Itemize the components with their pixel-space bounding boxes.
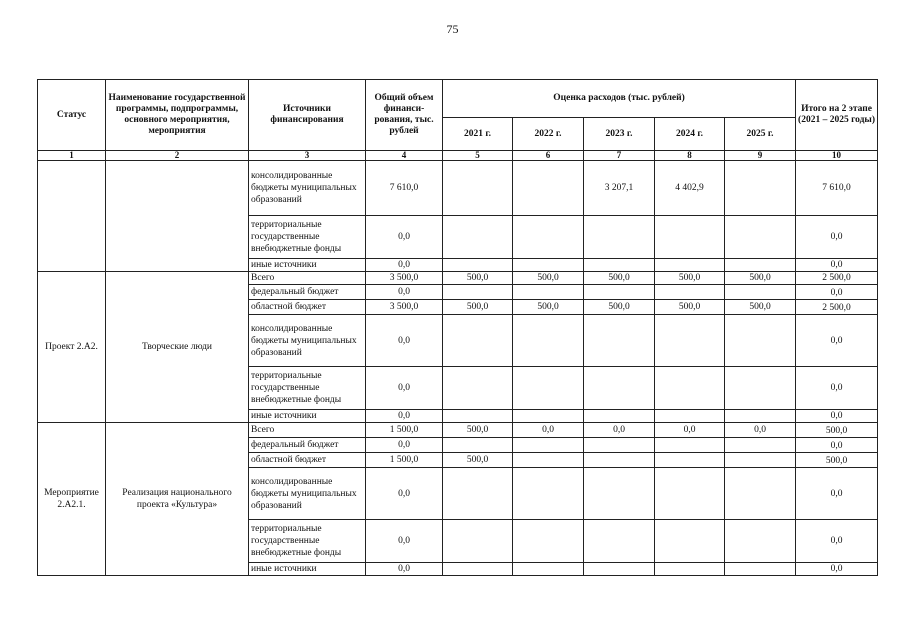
total-cell: 0,0	[366, 367, 443, 410]
year-value-cell	[655, 438, 725, 453]
year-value-cell	[584, 453, 655, 468]
year-value-cell	[443, 259, 513, 272]
page-number: 75	[446, 22, 459, 36]
year-value-cell	[584, 285, 655, 300]
itogo-cell: 2 500,0	[796, 300, 878, 315]
year-value-cell: 500,0	[655, 272, 725, 285]
year-value-cell	[655, 410, 725, 423]
year-value-cell: 0,0	[513, 423, 584, 438]
source-cell: областной бюджет	[249, 300, 366, 315]
year-value-cell	[725, 520, 796, 563]
year-value-cell: 500,0	[513, 272, 584, 285]
header-year: 2022 г.	[513, 118, 584, 151]
table-row	[38, 272, 878, 285]
status-cell: Проект 2.А2.	[38, 272, 106, 423]
itogo-cell: 7 610,0	[796, 161, 878, 216]
column-number: 5	[443, 151, 513, 161]
year-value-cell	[725, 468, 796, 520]
year-value-cell	[513, 315, 584, 367]
header-itogo: Итого на 2 этапе (2021 – 2025 годы)	[796, 80, 878, 151]
year-value-cell	[443, 520, 513, 563]
year-value-cell: 500,0	[443, 300, 513, 315]
column-number: 4	[366, 151, 443, 161]
year-value-cell	[443, 285, 513, 300]
year-value-cell: 500,0	[584, 272, 655, 285]
year-value-cell	[584, 216, 655, 259]
status-cell	[38, 161, 106, 272]
year-value-cell	[513, 367, 584, 410]
year-value-cell: 500,0	[655, 300, 725, 315]
source-cell: иные источники	[249, 410, 366, 423]
header-sources: Источники финансирования	[249, 80, 366, 151]
year-value-cell: 0,0	[725, 423, 796, 438]
year-value-cell	[513, 410, 584, 423]
total-cell: 0,0	[366, 285, 443, 300]
source-cell: областной бюджет	[249, 453, 366, 468]
year-value-cell	[513, 520, 584, 563]
header-year: 2024 г.	[655, 118, 725, 151]
source-cell: Всего	[249, 272, 366, 285]
year-value-cell: 0,0	[655, 423, 725, 438]
column-number: 9	[725, 151, 796, 161]
year-value-cell: 500,0	[513, 300, 584, 315]
year-value-cell: 0,0	[584, 423, 655, 438]
year-value-cell	[443, 468, 513, 520]
total-cell: 1 500,0	[366, 423, 443, 438]
source-cell: консолидированные бюджеты муниципальных образований	[249, 161, 366, 216]
total-cell: 0,0	[366, 259, 443, 272]
header-status: Статус	[38, 80, 106, 151]
year-value-cell	[513, 563, 584, 576]
source-cell: иные источники	[249, 259, 366, 272]
itogo-cell: 0,0	[796, 468, 878, 520]
total-cell: 0,0	[366, 468, 443, 520]
year-value-cell	[513, 285, 584, 300]
total-cell: 0,0	[366, 315, 443, 367]
year-value-cell	[725, 161, 796, 216]
column-number: 2	[106, 151, 249, 161]
year-value-cell	[655, 259, 725, 272]
year-value-cell	[725, 367, 796, 410]
year-value-cell	[584, 259, 655, 272]
year-value-cell	[513, 453, 584, 468]
year-value-cell	[443, 563, 513, 576]
year-value-cell	[513, 259, 584, 272]
year-value-cell	[584, 367, 655, 410]
total-cell: 0,0	[366, 563, 443, 576]
column-number: 8	[655, 151, 725, 161]
year-value-cell	[584, 315, 655, 367]
source-cell: Всего	[249, 423, 366, 438]
year-value-cell	[443, 161, 513, 216]
year-value-cell: 500,0	[443, 423, 513, 438]
table-row	[38, 423, 878, 438]
itogo-cell: 500,0	[796, 453, 878, 468]
source-cell: федеральный бюджет	[249, 285, 366, 300]
year-value-cell	[655, 563, 725, 576]
year-value-cell	[655, 367, 725, 410]
total-cell: 0,0	[366, 216, 443, 259]
itogo-cell: 0,0	[796, 367, 878, 410]
column-number: 7	[584, 151, 655, 161]
itogo-cell: 0,0	[796, 216, 878, 259]
budget-table	[37, 79, 878, 576]
header-year: 2021 г.	[443, 118, 513, 151]
year-value-cell	[725, 410, 796, 423]
year-value-cell	[584, 468, 655, 520]
itogo-cell: 0,0	[796, 410, 878, 423]
itogo-cell: 2 500,0	[796, 272, 878, 285]
year-value-cell	[443, 367, 513, 410]
itogo-cell: 0,0	[796, 285, 878, 300]
year-value-cell	[725, 216, 796, 259]
year-value-cell	[443, 438, 513, 453]
year-value-cell	[513, 216, 584, 259]
total-cell: 0,0	[366, 410, 443, 423]
source-cell: территориальные государственные внебюджетные фонды	[249, 520, 366, 563]
column-numbers-row	[38, 151, 878, 161]
year-value-cell	[725, 259, 796, 272]
itogo-cell: 0,0	[796, 315, 878, 367]
column-number: 3	[249, 151, 366, 161]
header-estimate: Оценка расходов (тыс. рублей)	[443, 80, 796, 118]
source-cell: иные источники	[249, 563, 366, 576]
header-year: 2023 г.	[584, 118, 655, 151]
year-value-cell	[655, 453, 725, 468]
year-value-cell	[443, 315, 513, 367]
source-cell: территориальные государственные внебюджетные фонды	[249, 216, 366, 259]
total-cell: 0,0	[366, 438, 443, 453]
total-cell: 3 500,0	[366, 300, 443, 315]
itogo-cell: 0,0	[796, 438, 878, 453]
year-value-cell	[725, 285, 796, 300]
itogo-cell: 0,0	[796, 563, 878, 576]
itogo-cell: 0,0	[796, 259, 878, 272]
year-value-cell: 4 402,9	[655, 161, 725, 216]
source-cell: консолидированные бюджеты муниципальных образований	[249, 315, 366, 367]
year-value-cell	[513, 468, 584, 520]
status-cell: Мероприятие 2.А2.1.	[38, 423, 106, 576]
year-value-cell	[725, 438, 796, 453]
year-value-cell	[584, 520, 655, 563]
table-body	[38, 161, 878, 576]
total-cell: 7 610,0	[366, 161, 443, 216]
year-value-cell: 500,0	[443, 453, 513, 468]
year-value-cell	[655, 520, 725, 563]
total-cell: 0,0	[366, 520, 443, 563]
column-number: 10	[796, 151, 878, 161]
header-year: 2025 г.	[725, 118, 796, 151]
year-value-cell	[655, 216, 725, 259]
year-value-cell	[443, 410, 513, 423]
name-cell: Творческие люди	[106, 272, 249, 423]
table-row	[38, 161, 878, 216]
name-cell	[106, 161, 249, 272]
year-value-cell	[725, 563, 796, 576]
source-cell: федеральный бюджет	[249, 438, 366, 453]
source-cell: территориальные государственные внебюджетные фонды	[249, 367, 366, 410]
year-value-cell: 500,0	[443, 272, 513, 285]
header-total-volume: Общий объем финанси-рования, тыс. рублей	[366, 80, 443, 151]
year-value-cell	[655, 468, 725, 520]
year-value-cell	[513, 438, 584, 453]
year-value-cell	[584, 438, 655, 453]
header-name: Наименование государственной программы, подпрограммы, основного мероприятия, мероприятия	[106, 80, 249, 151]
year-value-cell	[443, 216, 513, 259]
year-value-cell: 500,0	[584, 300, 655, 315]
name-cell: Реализация национального проекта «Культура»	[106, 423, 249, 576]
year-value-cell	[584, 563, 655, 576]
year-value-cell	[725, 315, 796, 367]
year-value-cell	[584, 410, 655, 423]
total-cell: 3 500,0	[366, 272, 443, 285]
year-value-cell: 500,0	[725, 272, 796, 285]
itogo-cell: 0,0	[796, 520, 878, 563]
column-number: 1	[38, 151, 106, 161]
source-cell: консолидированные бюджеты муниципальных образований	[249, 468, 366, 520]
year-value-cell	[655, 315, 725, 367]
year-value-cell	[513, 161, 584, 216]
year-value-cell: 500,0	[725, 300, 796, 315]
year-value-cell	[725, 453, 796, 468]
year-value-cell	[655, 285, 725, 300]
itogo-cell: 500,0	[796, 423, 878, 438]
column-number: 6	[513, 151, 584, 161]
year-value-cell: 3 207,1	[584, 161, 655, 216]
total-cell: 1 500,0	[366, 453, 443, 468]
